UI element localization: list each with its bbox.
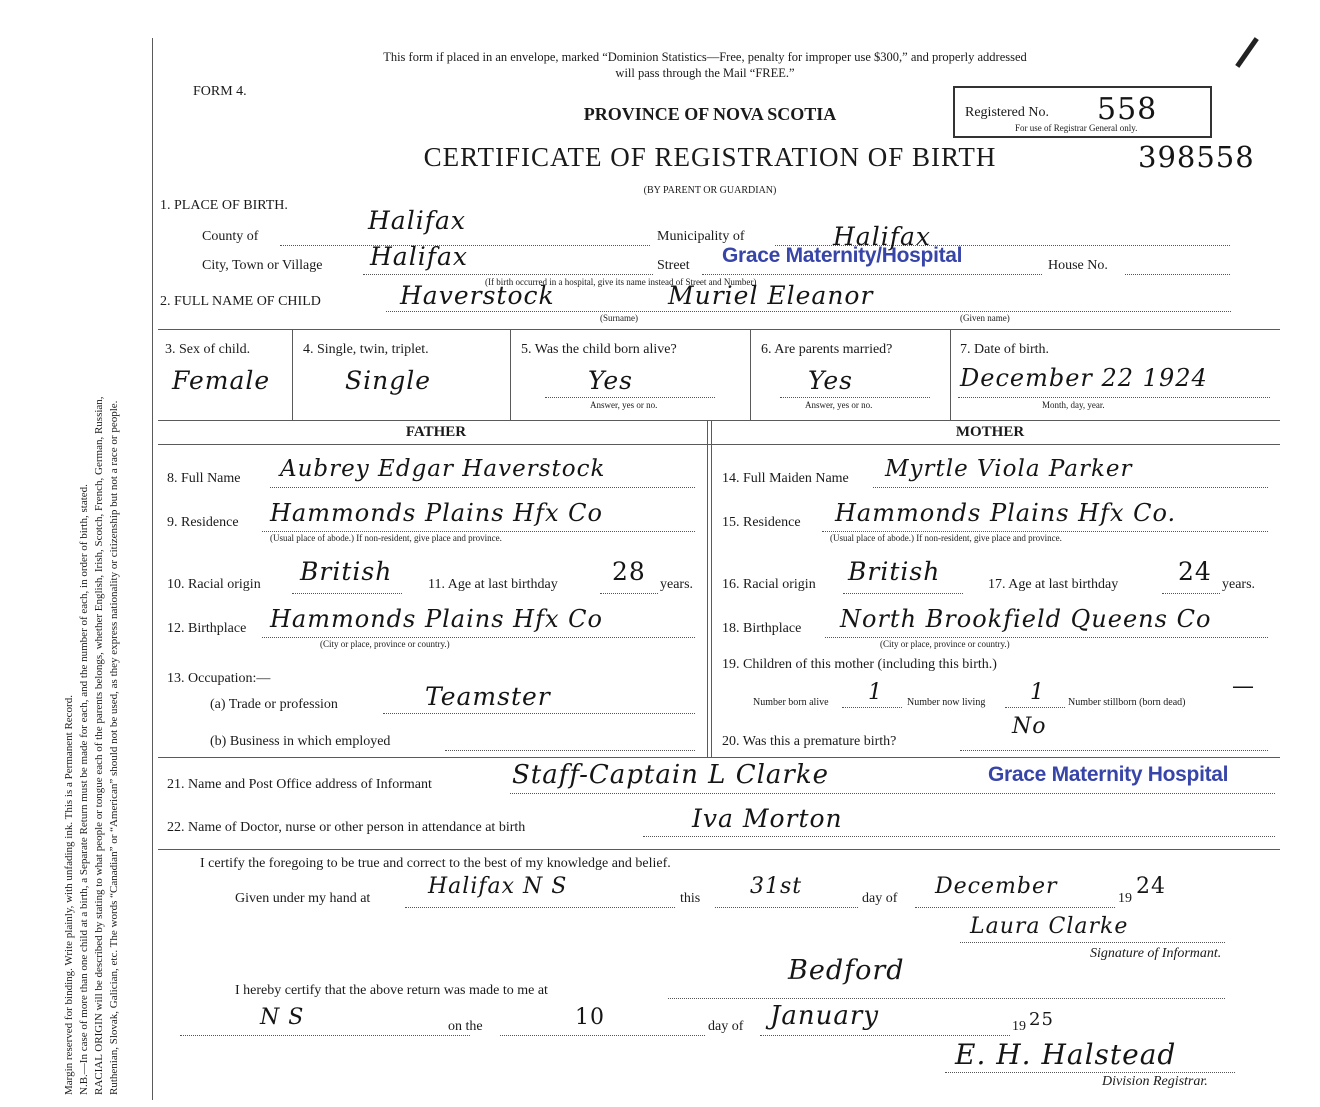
postage-notice-2: will pass through the Mail “FREE.” xyxy=(615,66,795,80)
city-label: City, Town or Village xyxy=(202,258,323,273)
mother-racial-origin: British xyxy=(848,557,941,586)
registrar-day: 10 xyxy=(575,1005,605,1030)
certification-year-prefix: 19 xyxy=(1118,891,1132,906)
mother-residence: Hammonds Plains Hfx Co. xyxy=(835,499,1177,527)
registrar-place: Bedford xyxy=(788,955,905,986)
father-birthplace-label: 12. Birthplace xyxy=(167,621,247,636)
registrar-on-the-label: on the xyxy=(448,1019,483,1034)
registrar-day-of-label: day of xyxy=(708,1019,744,1034)
trade-value: Teamster xyxy=(425,682,551,711)
living-count-label: Number now living xyxy=(907,697,986,708)
certification-this-label: this xyxy=(680,891,701,906)
margin-note-3: RACIAL ORIGIN will be described by stating to what people or tongue each of the parents belongs, whether English, Irish, Scotch, French, German, Russian, xyxy=(93,396,105,1095)
stillborn-count: — xyxy=(1232,674,1255,699)
mother-birthplace: North Brookfield Queens Co xyxy=(840,605,1212,633)
parents-married-label: 6. Are parents married? xyxy=(761,342,893,357)
registered-label: Registered No. xyxy=(965,105,1049,120)
certificate-subtitle: (BY PARENT OR GUARDIAN) xyxy=(643,185,777,196)
margin-rule xyxy=(152,38,153,1100)
certification-month: December xyxy=(935,874,1058,899)
registrar-month: January xyxy=(770,1001,880,1031)
city-value: Halifax xyxy=(370,242,468,271)
parents-married-value: Yes xyxy=(808,366,853,395)
date-of-birth-caption: Month, day, year. xyxy=(1042,400,1105,410)
sex-value: Female xyxy=(172,366,271,395)
certification-statement: I certify the foregoing to be true and correct to the best of my knowledge and belief. xyxy=(200,856,671,871)
father-birthplace-caption: (City or place, province or country.) xyxy=(320,639,450,649)
mother-years-label: years. xyxy=(1222,577,1256,592)
father-name-label: 8. Full Name xyxy=(167,471,241,486)
registered-number: 558 xyxy=(1097,92,1158,127)
house-number-label: House No. xyxy=(1048,258,1108,273)
registrar-statement: I hereby certify that the above return was made to me at xyxy=(235,983,548,998)
registrar-caption: Division Registrar. xyxy=(1102,1074,1208,1089)
date-of-birth-label: 7. Date of birth. xyxy=(960,342,1050,357)
certification-place: Halifax N S xyxy=(428,874,568,899)
registrar-year: 25 xyxy=(1029,1009,1054,1030)
plurality-label: 4. Single, twin, triplet. xyxy=(303,342,429,357)
certificate-title: CERTIFICATE OF REGISTRATION OF BIRTH xyxy=(423,142,997,172)
hospital-note: (If birth occurred in a hospital, give its name instead of Street and Number) xyxy=(485,277,757,287)
margin-note-1: Margin reserved for binding. Write plainly, with unfading ink. This is a Permanent Record. xyxy=(63,695,75,1095)
parents-married-caption: Answer, yes or no. xyxy=(805,400,873,410)
born-alive-value: Yes xyxy=(588,366,633,395)
trade-label: (a) Trade or profession xyxy=(210,697,338,712)
plurality-value: Single xyxy=(345,366,432,395)
born-alive-count-label: Number born alive xyxy=(753,697,829,708)
stillborn-count-label: Number stillborn (born dead) xyxy=(1068,697,1186,708)
child-given-name: Muriel Eleanor xyxy=(668,281,874,310)
father-years-label: years. xyxy=(660,577,694,592)
county-label: County of xyxy=(202,229,259,244)
given-under-hand-label: Given under my hand at xyxy=(235,891,371,906)
father-residence-label: 9. Residence xyxy=(167,515,239,530)
born-alive-caption: Answer, yes or no. xyxy=(590,400,658,410)
mother-birthplace-caption: (City or place, province or country.) xyxy=(880,639,1010,649)
street-hospital-stamp: Grace Maternity/Hospital xyxy=(722,244,963,267)
informant-signature-caption: Signature of Informant. xyxy=(1090,946,1222,961)
serial-number: 398558 xyxy=(1138,140,1255,174)
father-heading: FATHER xyxy=(405,424,467,440)
registrar-province: N S xyxy=(260,1005,305,1030)
place-of-birth-label: 1. PLACE OF BIRTH. xyxy=(160,198,288,213)
certification-day-of-label: day of xyxy=(862,891,898,906)
father-residence: Hammonds Plains Hfx Co xyxy=(270,499,603,527)
registrar-note: For use of Registrar General only. xyxy=(1015,123,1138,133)
mother-name-label: 14. Full Maiden Name xyxy=(722,471,849,486)
registered-number-box xyxy=(953,86,1212,138)
date-of-birth-value: December 22 1924 xyxy=(960,364,1208,392)
informant-label: 21. Name and Post Office address of Informant xyxy=(167,777,432,792)
pen-mark xyxy=(1235,37,1259,68)
street-label: Street xyxy=(657,258,690,273)
county-value: Halifax xyxy=(368,206,466,235)
occupation-label: 13. Occupation:— xyxy=(167,671,271,686)
premature-label: 20. Was this a premature birth? xyxy=(722,734,897,749)
sex-label: 3. Sex of child. xyxy=(165,342,251,357)
postage-notice-1: This form if placed in an envelope, marked “Dominion Statistics—Free, penalty for improper use $300,” and properly addressed xyxy=(383,50,1027,64)
mother-racial-label: 16. Racial origin xyxy=(722,577,816,592)
mother-age-label: 17. Age at last birthday xyxy=(988,577,1119,592)
father-age: 28 xyxy=(612,557,646,586)
form-number: FORM 4. xyxy=(193,84,247,99)
mother-name: Myrtle Viola Parker xyxy=(885,456,1133,482)
doctor-name: Iva Morton xyxy=(692,804,843,833)
registrar-year-prefix: 19 xyxy=(1012,1019,1026,1034)
father-birthplace: Hammonds Plains Hfx Co xyxy=(270,605,603,633)
business-label: (b) Business in which employed xyxy=(210,734,391,749)
province-title: PROVINCE OF NOVA SCOTIA xyxy=(583,104,837,124)
father-racial-origin: British xyxy=(300,557,393,586)
mother-age: 24 xyxy=(1178,557,1212,586)
given-name-caption: (Given name) xyxy=(960,313,1010,323)
father-name: Aubrey Edgar Haverstock xyxy=(280,456,606,482)
informant-hospital-stamp: Grace Maternity Hospital xyxy=(988,763,1229,786)
doctor-label: 22. Name of Doctor, nurse or other person in attendance at birth xyxy=(167,820,526,835)
father-age-label: 11. Age at last birthday xyxy=(428,577,558,592)
informant-name: Staff-Captain L Clarke xyxy=(512,760,829,790)
informant-signature: Laura Clarke xyxy=(970,914,1129,939)
surname-caption: (Surname) xyxy=(600,313,638,323)
margin-note-4: Ruthenian, Slovak, Galician, etc. The words “Canadian” or “American” should not be used, as they express nationality or citizenship but not a race or people. xyxy=(108,400,120,1095)
child-name-label: 2. FULL NAME OF CHILD xyxy=(160,294,321,309)
margin-notes xyxy=(62,15,122,1095)
margin-note-2: N.B.—In case of more than one child at a birth, a Separate Return must be made for each, and the number of each, in order of birth, stated. xyxy=(78,484,90,1095)
father-racial-label: 10. Racial origin xyxy=(167,577,261,592)
children-of-mother-label: 19. Children of this mother (including this birth.) xyxy=(722,657,997,672)
mother-birthplace-label: 18. Birthplace xyxy=(722,621,802,636)
child-surname: Haverstock xyxy=(400,281,555,310)
born-alive-label: 5. Was the child born alive? xyxy=(521,342,677,357)
mother-residence-label: 15. Residence xyxy=(722,515,801,530)
municipality-value: Halifax xyxy=(833,222,931,251)
father-residence-caption: (Usual place of abode.) If non-resident, give place and province. xyxy=(270,533,502,543)
living-count: 1 xyxy=(1030,680,1045,705)
born-alive-count: 1 xyxy=(868,680,883,705)
certification-year: 24 xyxy=(1136,874,1166,899)
mother-residence-caption: (Usual place of abode.) If non-resident, give place and province. xyxy=(830,533,1062,543)
premature-value: No xyxy=(1012,714,1047,739)
municipality-label: Municipality of xyxy=(657,229,745,244)
mother-heading: MOTHER xyxy=(955,424,1025,440)
registrar-signature: E. H. Halstead xyxy=(955,1038,1177,1071)
certification-day: 31st xyxy=(750,874,803,899)
